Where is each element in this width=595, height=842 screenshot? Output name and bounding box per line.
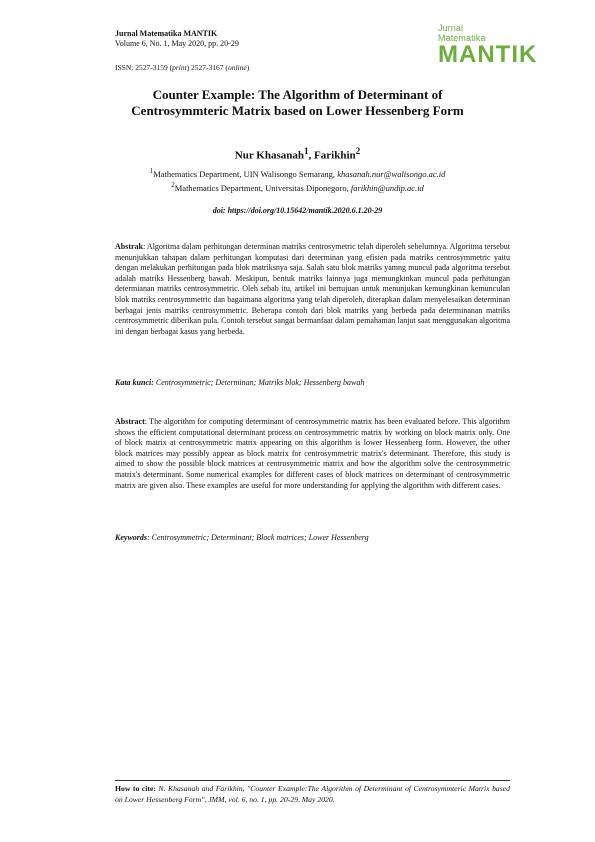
keywords-label: Keywords <box>115 533 147 542</box>
footer-divider <box>115 780 510 781</box>
keywords-text: : Centrosymmetric; Determinant; Block matrices; Lower Hessenberg <box>147 533 369 542</box>
affil-2-email[interactable]: farikhin@undip.ac.id <box>350 182 424 193</box>
how-to-cite <box>115 784 510 805</box>
kata-kunci-paragraph <box>115 378 510 389</box>
doi-link[interactable]: doi: https://doi.org/10.15642/mantik.2020.6.1.20-29 <box>212 206 383 215</box>
kata-kunci-text: Centrosymmetric; Determinan; Matriks blok; Hessenberg bawah <box>153 378 365 387</box>
abstract-text: : The algorithm for computing determinant of centrosymmetric matrix has been evaluated before. This algorithm shows the efficient computational determinant process on centrosymmetric matrix by working on block matrix only. One of block matrix at centrosymmetric matrix appearing on this algorithm is lower Hessenberg form. However, the other block matrices may possibly appear as block matrix for centrosymmetric matrix's determinant. Therefore, this study is aimed to show the possible block matrices at centrosymmetric matrix and how the algorithm solve the centrosymmetric matrix's determinant. Some numerical examples for different cases of block matrices on determinant of centrosymmetric matrix are given also. These examples are useful for more understanding for applying the algorithm with different cases. <box>115 417 510 490</box>
author-1-sup: 1 <box>303 146 309 156</box>
affil-2-text: Mathematics Department, Universitas Diponegoro, <box>174 182 351 193</box>
title-line-1: Counter Example: The Algorithm of Determinant of <box>152 87 443 102</box>
issn-online: online <box>227 63 247 72</box>
journal-name: Jurnal Matematika MANTIK <box>115 29 218 38</box>
author-2: Farikhin <box>314 149 356 162</box>
journal-header <box>115 29 239 49</box>
author-sep: , <box>308 149 315 162</box>
abstrak-label: Abstrak <box>115 242 144 251</box>
affil-1-email[interactable]: khasanah.nur@walisongo.ac.id <box>337 168 446 179</box>
issn-prefix: ISSN: 2527-3159 ( <box>115 63 173 72</box>
abstract-label: Abstract <box>115 417 145 426</box>
paper-title <box>60 87 535 119</box>
keywords-paragraph <box>115 533 510 544</box>
affil-2-sup: 2 <box>171 180 175 189</box>
issn-mid: ) 2527-3167 ( <box>186 63 228 72</box>
abstrak-paragraph <box>115 242 510 337</box>
abstract-paragraph <box>115 417 510 491</box>
issn-print: print <box>172 63 187 72</box>
cite-label: How to cite: <box>115 784 156 793</box>
affil-1-sup: 1 <box>149 167 154 175</box>
affiliations <box>60 166 535 194</box>
title-line-2: Centrosymmteric Matrix based on Lower Hessenberg Form <box>131 103 464 118</box>
affiliation-2 <box>60 180 535 194</box>
issn-line <box>115 63 249 72</box>
authors <box>60 146 535 162</box>
volume-line: Volume 6, No. 1, May 2020, pp. 20-29 <box>115 39 239 48</box>
abstrak-text: : Algoritma dalam perhitungan determinan matriks centrosymetric telah diperoleh sebelumnya. Algoritma tersebut menunjukkan tahapan dalam perhitungan komputasi dari determinan yang efisien pada matriks centrosymmetric yaitu dengan melakukan perhitungan pada blok matriksnya saja. Salah satu blok matriks yamng muncul pada algoritma tersebut adalah matriks Hessenberg bawah. Meskipun, bentuk matriks lainnya juga memungkinkan muncul pada perhitungan determianan matriks centrosymmetric. Oleh sebab itu, artikel ini bertujuan untuk menunjukan kemungkinan kemunculan blok matriks centrosymmetric dan bagaimana algoritma yang telah diperoleh, diterapkan dalam menyelesaikan determinan berbagai jenis matriks centrosymmetric. Beberapa contoh dari blok matriks yang berbeda pada determinanan matriks centrosymmetric diberikan pula. Contoh tersebut sangat bermanfaat dalam pemahaman lanjut saat menggunakan algoritma ini dengan berbagai kasus yang berbeda. <box>115 242 510 336</box>
cite-text: N. Khasanah and Farikhin, "Counter Example:The Algorithm of Determinant of Centrosymmteric Matrix based on Lower Hessenberg Form", JMM, vol. 6, no. 1, pp. 20-29, May 2020. <box>115 784 510 804</box>
author-1: Nur Khasanah <box>234 149 304 162</box>
logo-big-text: MANTIK <box>438 41 538 68</box>
affiliation-1 <box>60 166 535 180</box>
affil-1-text: Mathematics Department, UIN Walisongo Semarang, <box>153 168 338 179</box>
author-2-sup: 2 <box>355 146 361 156</box>
issn-suffix: ) <box>246 63 250 72</box>
logo-top-text: Jurnal Matematika <box>438 23 486 43</box>
journal-logo <box>438 23 538 68</box>
kata-kunci-label: Kata kunci: <box>115 378 154 387</box>
